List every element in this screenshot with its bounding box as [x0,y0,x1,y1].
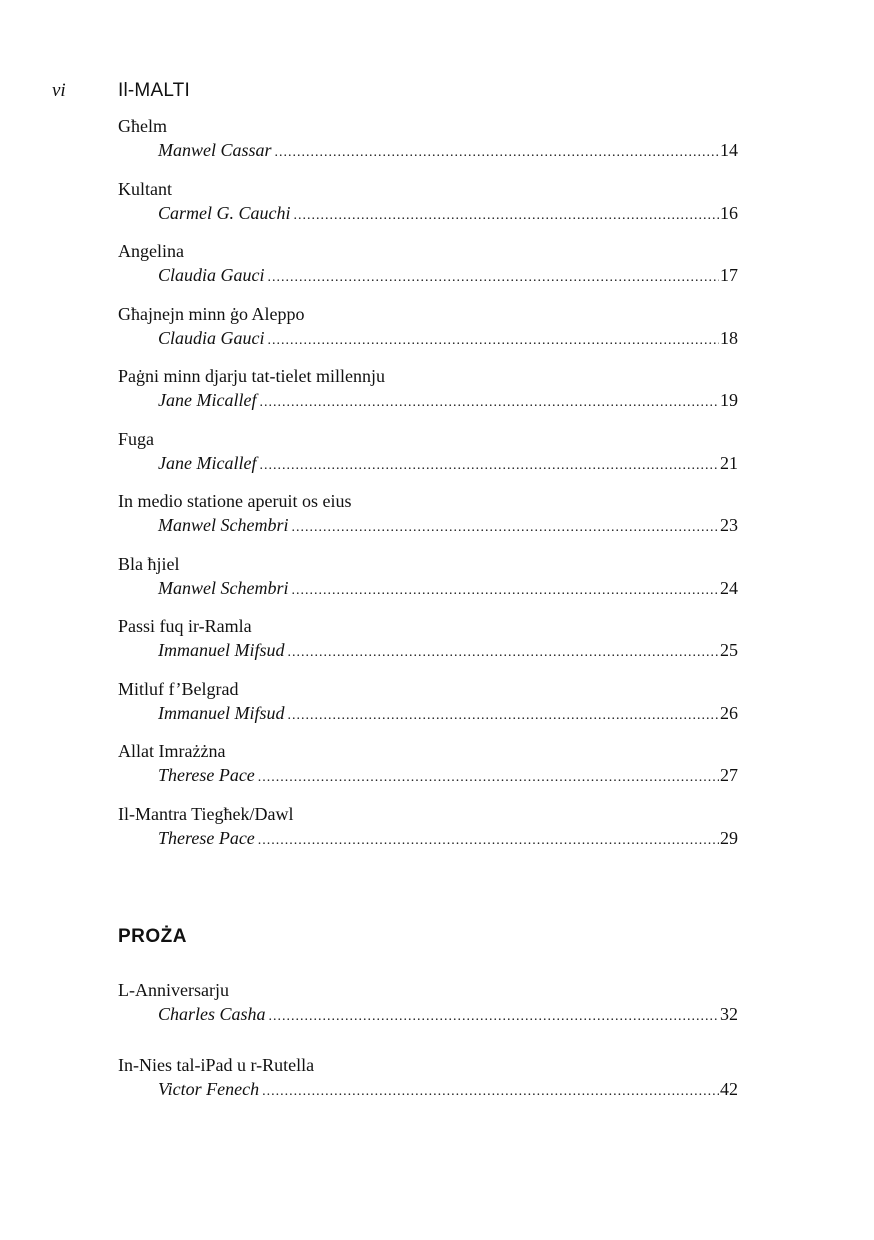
toc-entry-author: Immanuel Mifsud [158,640,285,660]
toc-entry-page[interactable]: 32 [720,1004,738,1024]
dot-leader [291,516,719,540]
toc-entry-page[interactable]: 17 [720,265,738,285]
toc-entry [118,177,738,240]
toc-entry-author: Immanuel Mifsud [158,702,285,723]
toc-entry-page[interactable]: 27 [720,765,738,785]
toc-entry-author: Jane Micallef [158,390,257,410]
dot-leader [268,266,720,290]
toc-entry-page[interactable]: 18 [720,327,738,348]
toc-entry-page[interactable]: 24 [720,577,738,598]
toc-entry-page[interactable]: 29 [720,827,738,848]
dot-leader [275,141,719,165]
toc-entry [118,114,738,177]
toc-entry-author: Manwel Schembri [158,577,289,598]
dot-leader [258,829,719,853]
dot-leader [258,766,719,790]
toc-entry-line [158,263,738,287]
toc-entry-title[interactable]: Passi fuq ir-Ramla [118,616,252,636]
toc-entry-author: Jane Micallef [158,452,257,473]
running-head: Il-MALTI [118,80,190,101]
page-number: vi [52,80,66,101]
toc-prose-section [118,978,738,1128]
toc-entry [118,552,738,615]
toc-entry-line [158,763,738,787]
toc-entry [118,489,738,552]
toc-entry-page[interactable]: 26 [720,702,738,723]
toc-entry-line [158,451,738,475]
toc-entry-author: Charles Casha [158,1004,266,1024]
toc-entry-author: Therese Pace [158,827,255,848]
toc-entry-title[interactable]: Mitluf f’Belgrad [118,678,239,699]
toc-entry-author: Claudia Gauci [158,327,265,348]
toc-entry-line [158,1077,738,1101]
dot-leader [262,1080,719,1104]
toc-entry-page[interactable]: 21 [720,452,738,473]
toc-entry-line [158,1002,738,1026]
toc-entry [118,239,738,302]
toc-entry [118,364,738,427]
toc-entry-line [158,513,738,537]
toc-entry [118,677,738,740]
toc-entry-line [158,826,738,850]
toc-entry-author: Therese Pace [158,765,255,785]
toc-entry-title[interactable]: L-Anniversarju [118,980,229,1000]
toc-entry [118,427,738,490]
toc-entry [118,302,738,365]
toc-entry-title[interactable]: Għelm [118,116,167,136]
toc-entry-line [158,638,738,662]
dot-leader [287,704,719,728]
toc-entry-line [158,326,738,350]
dot-leader [268,329,720,353]
toc-entry-line [158,388,738,412]
toc-entry-author: Claudia Gauci [158,265,265,285]
dot-leader [259,391,719,415]
dot-leader [294,204,720,228]
toc-entry-line [158,138,738,162]
dot-leader [291,579,719,603]
toc-entry-title[interactable]: In medio statione aperuit os eius [118,491,352,511]
toc-entry-author: Carmel G. Cauchi [158,202,291,223]
toc-entry-page[interactable]: 16 [720,202,738,223]
toc-entry [118,802,738,865]
toc-entry-title[interactable]: Għajnejn minn ġo Aleppo [118,303,305,324]
toc-entry-title[interactable]: Paġni minn djarju tat-tielet millennju [118,366,385,386]
toc-entry-author: Manwel Cassar [158,140,272,160]
toc-entry-page[interactable]: 25 [720,640,738,660]
toc-entry [118,739,738,802]
toc-entry-title[interactable]: Bla ħjiel [118,553,180,574]
toc-entry [118,1053,738,1128]
toc-entry-line [158,201,738,225]
toc-entry-title[interactable]: Fuga [118,428,154,449]
toc-entry-page[interactable]: 42 [720,1079,738,1099]
toc-entry-author: Victor Fenech [158,1079,260,1099]
toc-entry [118,614,738,677]
dot-leader [259,454,719,478]
toc-entry-title[interactable]: Angelina [118,241,184,261]
dot-leader [287,641,719,665]
toc-entry-page[interactable]: 14 [720,140,738,160]
toc-entry-title[interactable]: Kultant [118,178,172,199]
toc-entry-page[interactable]: 23 [720,515,738,535]
toc-entry-title[interactable]: Il-Mantra Tiegħek/Dawl [118,803,294,824]
toc-entry [118,978,738,1053]
dot-leader [269,1005,719,1029]
toc-entry-title[interactable]: In-Nies tal-iPad u r-Rutella [118,1055,315,1075]
toc-entry-author: Manwel Schembri [158,515,289,535]
toc-entry-page[interactable]: 19 [720,390,738,410]
toc-entry-line [158,576,738,600]
section-heading-proza: PROŻA [118,926,187,947]
toc-entry-line [158,701,738,725]
toc-poetry-section [118,114,738,864]
toc-entry-title[interactable]: Allat Imrażżna [118,741,226,761]
